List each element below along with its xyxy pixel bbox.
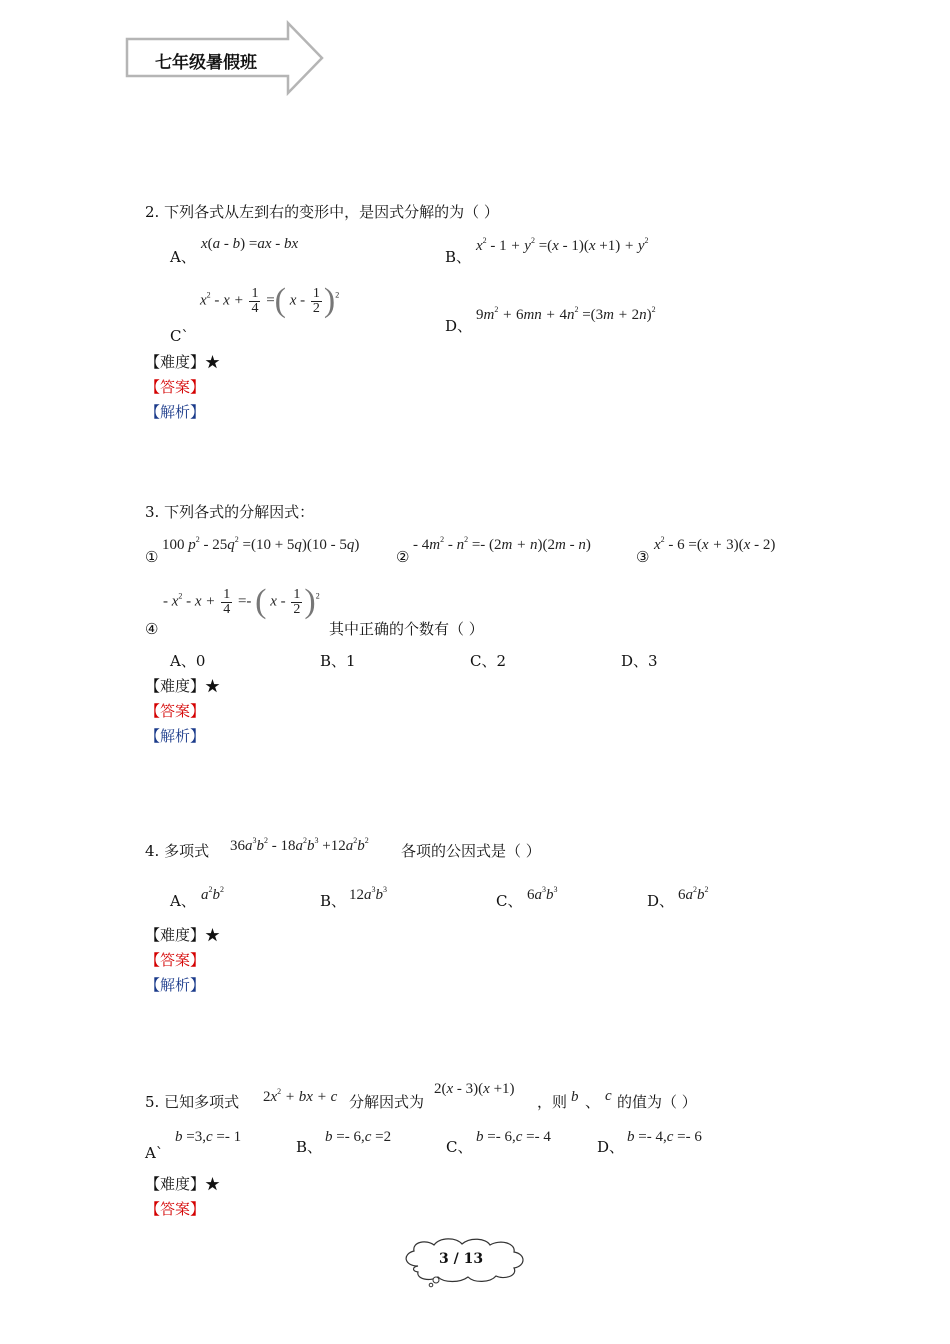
q5-pre: 5. 已知多项式: [145, 1093, 240, 1111]
q3-circle-1: ①: [145, 548, 159, 566]
q5-var-b: b: [571, 1089, 579, 1105]
q2-option-d-label: D、: [445, 317, 473, 335]
q3-stem: 3. 下列各式的分解因式：: [145, 503, 315, 521]
q3-option-a: A、0: [170, 652, 206, 670]
q5-mid: 分解因式为: [349, 1093, 425, 1111]
q5-factorization: 2(x - 3)(x +1): [434, 1081, 515, 1097]
q5-option-b-label: B、: [296, 1138, 323, 1156]
q5-post: 的值为（ ）: [617, 1093, 697, 1111]
q4-formula: $36a^3b^2 - 18a^2b^3 +12a^2b^2$: [230, 836, 369, 854]
q4-option-b-label: B、: [320, 892, 347, 910]
q2-option-b-label: B、: [445, 248, 472, 266]
q5-mid2: ，则: [537, 1093, 568, 1111]
q2-answer: 【答案】: [145, 378, 206, 396]
q3-option-c: C、2: [470, 652, 507, 670]
q4-difficulty: 【难度】★: [145, 926, 221, 944]
header-banner: [125, 20, 325, 96]
page-number: 3 / 13: [439, 1251, 484, 1267]
q2-option-c-formula: $x^2$ - x + $\frac{1}{4}$ =( x - $\frac{1}{2}$ )$^2$: [200, 282, 340, 319]
q3-formula-2: - $4m^2 - n^2 =- (2m + n)(2m - n)$: [413, 535, 591, 553]
q5-option-d-formula: b =- 4,c =- 6: [627, 1129, 702, 1145]
q4-option-d-label: D、: [647, 892, 675, 910]
q4-option-c-label: C、: [496, 892, 523, 910]
q4-option-a-formula: $a^2b^2$: [201, 885, 224, 903]
q3-option-b: B、1: [320, 652, 356, 670]
q5-difficulty: 【难度】★: [145, 1175, 221, 1193]
q2-option-c-label: C`: [170, 327, 189, 345]
q2-stem: 2. 下列各式从左到右的变形中，是因式分解的为（ ）: [145, 203, 499, 221]
q5-sep: 、: [585, 1093, 601, 1111]
q2-analysis: 【解析】: [145, 403, 206, 421]
q5-answer: 【答案】: [145, 1200, 206, 1218]
page-number-cloud: [398, 1236, 530, 1288]
q3-analysis: 【解析】: [145, 727, 206, 745]
q3-option-d: D、3: [621, 652, 658, 670]
q4-post: 各项的公因式是（ ）: [401, 842, 541, 860]
q5-option-d-label: D、: [597, 1138, 625, 1156]
q2-option-d-formula: $9m^2 + 6mn + 4n^2 =(3m + 2n)^2$: [476, 305, 656, 323]
q2-option-b-formula: $x^2 - 1 + y^2 =(x - 1)(x +1) + y^2$: [476, 236, 649, 254]
q3-difficulty: 【难度】★: [145, 677, 221, 695]
q5-polynomial: $2x^2$ + bx + c: [263, 1087, 338, 1105]
q2-option-a-formula: x(a - b) =ax - bx: [201, 236, 299, 252]
header-label: 七年级暑假班: [155, 53, 257, 73]
q4-pre: 4. 多项式: [145, 842, 210, 860]
q3-circle-4: ④: [145, 620, 159, 638]
q3-answer: 【答案】: [145, 702, 206, 720]
q3-tail: 其中正确的个数有（ ）: [329, 620, 484, 638]
q4-analysis: 【解析】: [145, 976, 206, 994]
q5-var-c: c: [605, 1088, 612, 1104]
q5-option-c-formula: b =- 6,c =- 4: [476, 1129, 551, 1145]
q3-formula-3: $x^2 - 6 =(x + 3)(x - 2)$: [654, 535, 776, 553]
q5-option-a-label: A`: [145, 1144, 164, 1162]
q2-option-a-label: A、: [170, 248, 196, 266]
q5-option-a-formula: b =3,c =- 1: [175, 1129, 242, 1145]
q3-circle-2: ②: [396, 548, 410, 566]
q3-formula-4: - $x^2$ - x + $\frac{1}{4}$ =- ( x - $\frac{1}{2}$ )$^2$: [163, 583, 320, 620]
q5-option-b-formula: b =- 6,c =2: [325, 1129, 392, 1145]
q4-answer: 【答案】: [145, 951, 206, 969]
q4-option-c-formula: $6a^3b^3$: [527, 885, 558, 903]
q4-option-a-label: A、: [170, 892, 196, 910]
q4-option-d-formula: $6a^2b^2$: [678, 885, 709, 903]
q2-difficulty: 【难度】★: [145, 353, 221, 371]
q4-option-b-formula: $12a^3b^3$: [349, 885, 387, 903]
q5-option-c-label: C、: [446, 1138, 473, 1156]
q3-circle-3: ③: [636, 548, 650, 566]
q3-formula-1: 100 $p^2 - 25q^2 =(10 + 5q)(10 - 5q)$: [162, 535, 360, 553]
